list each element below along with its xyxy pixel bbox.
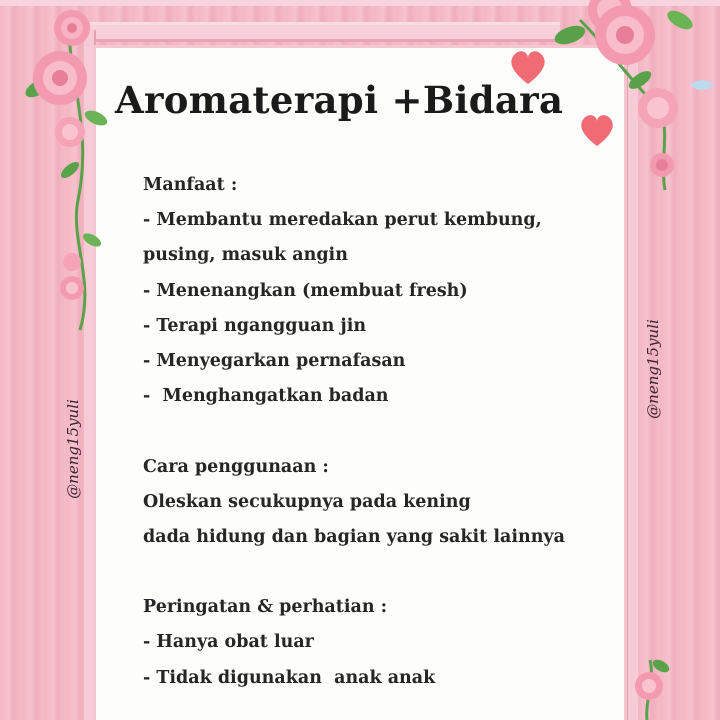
- section-cara-penggunaan: [143, 450, 613, 556]
- section-heading: Cara penggunaan :: [143, 456, 329, 477]
- rose-icon: [635, 672, 663, 700]
- section-heading: Peringatan & perhatian :: [143, 597, 388, 618]
- watermark-left: @neng15yuli: [64, 399, 82, 499]
- rose-icon: [54, 10, 90, 46]
- rose-icon: [33, 51, 87, 105]
- leaf-icon: [83, 107, 110, 128]
- leaf-icon: [664, 7, 695, 33]
- section-peringatan: [143, 590, 613, 696]
- leaf-icon: [552, 22, 588, 48]
- list-item: - Menenangkan (membuat fresh): [143, 280, 468, 301]
- rose-cluster-bottom-right: [625, 640, 685, 720]
- list-item: pusing, masuk angin: [143, 245, 348, 266]
- list-item: - Terapi ngangguan jin: [143, 315, 367, 336]
- spacer: [143, 555, 613, 590]
- content-body: [143, 168, 613, 696]
- leaf-icon: [58, 159, 81, 181]
- rose-icon: [60, 253, 84, 300]
- watermark-right: @neng15yuli: [644, 319, 662, 419]
- rose-cluster-left: [0, 0, 120, 340]
- section-heading: Manfaat :: [143, 175, 238, 195]
- leaf-icon: [651, 657, 672, 675]
- list-item: - Menyegarkan pernafasan: [143, 350, 406, 371]
- butterfly-icon: [690, 80, 714, 90]
- rose-icon: [55, 117, 85, 147]
- rose-icon: [650, 153, 674, 177]
- frame-top-band: [90, 22, 560, 42]
- spacer: [143, 414, 613, 449]
- leaf-icon: [81, 231, 103, 250]
- list-item: - Hanya obat luar: [143, 632, 314, 653]
- list-item: - Membantu meredakan perut kembung,: [143, 210, 542, 231]
- list-item: Oleskan secukupnya pada kening: [143, 491, 471, 512]
- section-manfaat: [143, 168, 613, 414]
- list-item: dada hidung dan bagian yang sakit lainnya: [143, 526, 565, 547]
- rose-icon: [595, 5, 655, 65]
- list-item: - Tidak digunakan anak anak: [143, 667, 436, 688]
- list-item: - Menghangatkan badan: [143, 386, 389, 407]
- rose-icon: [638, 88, 678, 128]
- page-title: Aromaterapi +Bidara: [115, 78, 564, 122]
